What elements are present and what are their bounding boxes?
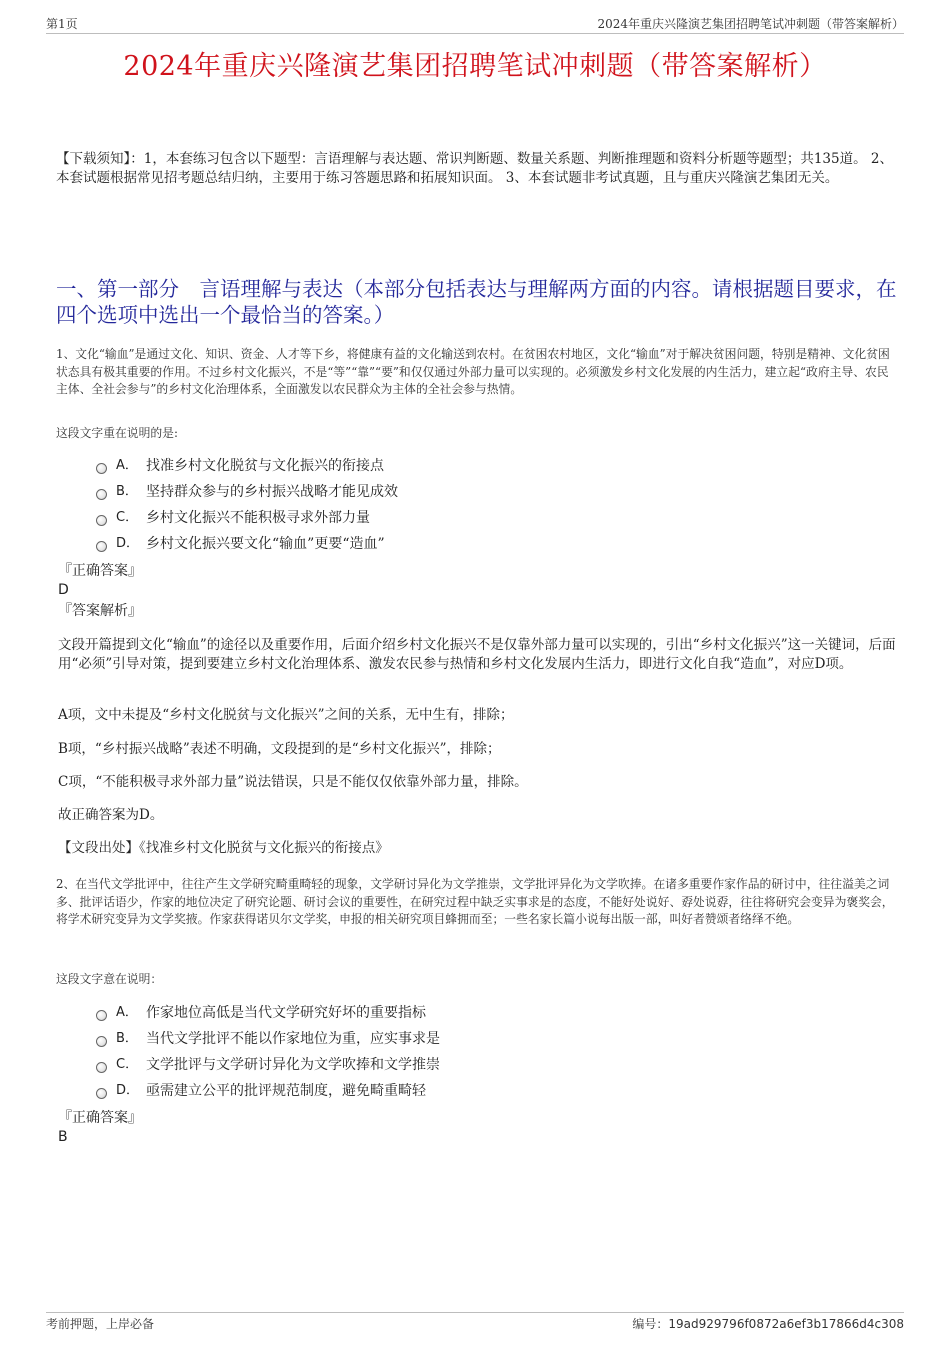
option-letter: C．	[116, 1057, 139, 1072]
option-text: 乡村文化振兴不能积极寻求外部力量	[146, 510, 370, 526]
option-text: 找准乡村文化脱贫与文化振兴的衔接点	[146, 458, 384, 474]
question-2-option-b[interactable]	[96, 1028, 440, 1050]
page-footer	[46, 1312, 904, 1333]
footer-code: 19ad929796f0872a6ef3b17866d4c308	[668, 1317, 904, 1331]
option-text: 坚持群众参与的乡村振兴战略才能见成效	[146, 484, 398, 500]
option-letter: B．	[116, 484, 138, 499]
document-title: 2024年重庆兴隆演艺集团招聘笔试冲刺题（带答案解析）	[123, 51, 827, 82]
analysis-option-b: B项，“乡村振兴战略”表述不明确，文段提到的是“乡村文化振兴”，排除；	[58, 741, 501, 757]
option-letter: B．	[116, 1031, 138, 1046]
analysis-conclusion: 故正确答案为D。	[58, 807, 164, 823]
question-1-prompt: 这段文字重在说明的是:	[56, 426, 178, 440]
footer-slogan: 考前押题，上岸必备	[46, 1317, 155, 1331]
radio-button-icon[interactable]	[96, 463, 107, 474]
option-text: 当代文学批评不能以作家地位为重，应实事求是	[146, 1031, 440, 1047]
question-2-option-c[interactable]	[96, 1054, 440, 1076]
page-number: 第1页	[46, 17, 78, 31]
option-text: 亟需建立公平的批评规范制度，避免畸重畸轻	[146, 1083, 426, 1099]
analysis-option-a: A项，文中未提及“乡村文化脱贫与文化振兴”之间的关系，无中生有，排除；	[58, 707, 514, 723]
question-2-option-a[interactable]	[96, 1002, 426, 1024]
analysis-paragraph: 文段开篇提到文化“输血”的途径以及重要作用，后面介绍乡村文化振兴不是仅靠外部力量可以实现的，引出“乡村文化振兴”这一关键词，后面用“必须”引导对策，提到要建立乡村文化治理体系、激发农民参与热情和乡村文化发展内生活力，即进行文化自我“造血”，对应D项。	[58, 637, 896, 672]
question-2-passage: 2、在当代文学批评中，往往产生文学研究畸重畸轻的现象，文学研讨异化为文学推崇，文学批评异化为文学吹捧。在诸多重要作家作品的研讨中，往往溢美之词多、批评话语少，作家的地位决定了研究论题、研讨会议的重要性，在研究过程中缺乏实事求是的态度，不能好处说好、孬处说孬，往往将研究会变异为褒奖会，将学术研究变异为文学奖掖。作家获得诺贝尔文学奖，申报的相关研究项目蜂拥而至；一些名家长篇小说每出版一部，叫好者赞颂者络绎不绝。	[56, 877, 894, 926]
analysis-option-c: C项，“不能积极寻求外部力量”说法错误，只是不能仅仅依靠外部力量，排除。	[58, 774, 528, 790]
correct-answer-label: 『正确答案』	[58, 1110, 142, 1126]
option-text: 作家地位高低是当代文学研究好坏的重要指标	[146, 1005, 426, 1021]
page-header	[46, 14, 904, 34]
radio-button-icon[interactable]	[96, 489, 107, 500]
passage-source: 【文段出处】《找准乡村文化脱贫与文化振兴的衔接点》	[58, 840, 389, 856]
option-letter: A．	[116, 1005, 138, 1020]
footer-code-label: 编号：	[632, 1317, 669, 1331]
question-1-option-d[interactable]	[96, 533, 385, 555]
footer-code-block	[632, 1315, 904, 1332]
option-letter: D．	[116, 1083, 140, 1098]
question-1-option-a[interactable]	[96, 455, 384, 477]
radio-button-icon[interactable]	[96, 515, 107, 526]
radio-button-icon[interactable]	[96, 1010, 107, 1021]
correct-answer-label: 『正确答案』	[58, 563, 142, 579]
question-2-option-d[interactable]	[96, 1080, 426, 1102]
radio-button-icon[interactable]	[96, 1062, 107, 1073]
download-notice: 【下载须知】：1，本套练习包含以下题型：言语理解与表达题、常识判断题、数量关系题、判断推理题和资料分析题等题型；共135道。 2、本套试题根据常见招考题总结归纳，主要用于练习答题思路和拓展知识面。 3、本套试题非考试真题，且与重庆兴隆演艺集团无关。	[56, 151, 893, 186]
option-text: 文学批评与文学研讨异化为文学吹捧和文学推崇	[146, 1057, 440, 1073]
question-1-option-c[interactable]	[96, 507, 370, 529]
correct-answer: D	[58, 582, 69, 598]
question-2-prompt: 这段文字意在说明：	[56, 972, 163, 986]
question-1-passage: 1、文化“输血”是通过文化、知识、资金、人才等下乡，将健康有益的文化输送到农村。在贫困农村地区，文化“输血”对于解决贫困问题，特别是精神、文化贫困状态具有极其重要的作用。不过乡村文化振兴，不是“等”“靠”“要”和仅仅通过外部力量可以实现的。必须激发乡村文化发展的内生活力，建立起“政府主导、农民主体、全社会参与”的乡村文化治理体系，全面激发以农民群众为主体的全社会参与热情。	[56, 347, 890, 396]
radio-button-icon[interactable]	[96, 1036, 107, 1047]
option-letter: D．	[116, 536, 140, 551]
option-letter: C．	[116, 510, 139, 525]
header-doc-title: 2024年重庆兴隆演艺集团招聘笔试冲刺题（带答案解析）	[597, 17, 904, 31]
section-heading: 一、第一部分 言语理解与表达（本部分包括表达与理解两方面的内容。请根据题目要求，在四个选项中选出一个最恰当的答案。）	[56, 277, 897, 327]
question-1-option-b[interactable]	[96, 481, 398, 503]
analysis-label: 『答案解析』	[58, 603, 142, 619]
radio-button-icon[interactable]	[96, 1088, 107, 1099]
option-text: 乡村文化振兴要文化“输血”更要“造血”	[146, 536, 385, 552]
option-letter: A．	[116, 458, 138, 473]
correct-answer: B	[58, 1129, 68, 1145]
radio-button-icon[interactable]	[96, 541, 107, 552]
